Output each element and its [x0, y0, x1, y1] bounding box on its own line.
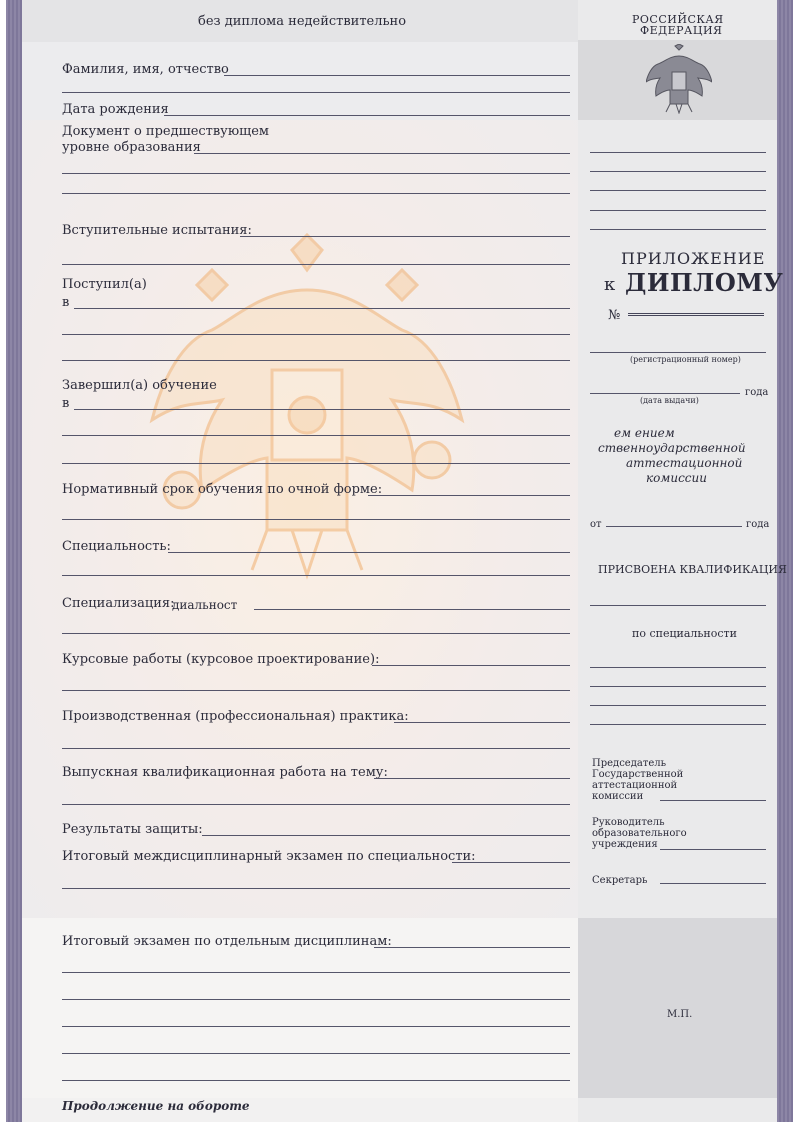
left-border-strip	[6, 0, 22, 1122]
completed-line-3	[62, 463, 570, 464]
interdisc-exam-line	[452, 862, 570, 863]
practice-line-2	[62, 748, 570, 749]
secretary-label: Секретарь	[592, 875, 648, 886]
entrance-exams-line-2	[62, 264, 570, 265]
secretary-signature-line	[660, 883, 766, 884]
completed-in-label: в	[62, 396, 70, 411]
normative-term-line	[368, 495, 570, 496]
admitted-label: Поступил(а)	[62, 277, 147, 292]
diploma-number-redacted	[628, 313, 764, 316]
specialty-line-2	[62, 575, 570, 576]
interdisc-exam-line-2	[62, 888, 570, 889]
continued-note: Продолжение на обороте	[62, 1099, 250, 1113]
side-line-4	[590, 210, 766, 211]
main-column	[22, 0, 578, 1122]
side-column	[578, 0, 777, 1122]
interdisc-exam-label: Итоговый междисциплинарный экзамен по специальности:	[62, 849, 476, 864]
head-signature-line	[660, 849, 766, 850]
coursework-line	[372, 665, 570, 666]
coat-of-arms-watermark	[142, 230, 472, 580]
number-sign: №	[608, 308, 621, 323]
decision-date-line	[606, 526, 742, 527]
chairman-label-2: Государственной	[592, 769, 684, 780]
completed-label: Завершил(а) обучение	[62, 378, 217, 393]
specialty-label: Специальность:	[62, 539, 171, 554]
birth-date-label: Дата рождения	[62, 102, 169, 117]
side-line-3	[590, 190, 766, 191]
completed-line	[74, 409, 570, 410]
final-exam-line-4	[62, 1026, 570, 1027]
from-label: от	[590, 519, 602, 530]
chairman-label-4: комиссии	[592, 791, 644, 802]
final-exam-line-6	[62, 1080, 570, 1081]
admitted-in-label: в	[62, 295, 70, 310]
supplement-title-k: к	[604, 274, 616, 295]
normative-term-label: Нормативный срок обучения по очной форме:	[62, 482, 383, 497]
practice-line	[394, 722, 570, 723]
thesis-line	[374, 778, 570, 779]
admitted-line-2	[62, 334, 570, 335]
country-line-2: ФЕДЕРАЦИЯ	[640, 24, 723, 37]
decision-line-3: аттестационной	[626, 456, 743, 470]
right-border-strip	[777, 0, 793, 1122]
decision-line-1: ем ением	[614, 426, 675, 440]
completed-line-2	[62, 435, 570, 436]
full-name-label: Фамилия, имя, отчество	[62, 62, 229, 77]
thesis-label: Выпускная квалификационная работа на тему:	[62, 765, 388, 780]
supplement-title: ПРИЛОЖЕНИЕ	[621, 249, 766, 268]
final-exam-line-5	[62, 1053, 570, 1054]
coursework-line-2	[62, 690, 570, 691]
normative-term-line-2	[62, 519, 570, 520]
by-specialty-label: по специальности	[632, 627, 737, 640]
full-name-line-2	[62, 92, 570, 93]
specialization-line-2	[62, 633, 570, 634]
coat-of-arms-icon	[646, 44, 712, 114]
admitted-line-3	[62, 360, 570, 361]
specialty-side-line-4	[590, 724, 766, 725]
supplement-title-diploma: ДИПЛОМУ	[625, 268, 784, 297]
issue-date-line	[590, 393, 740, 394]
practice-label: Производственная (профессиональная) практика:	[62, 709, 409, 724]
specialization-fragment: диальност	[172, 598, 238, 612]
country-line-1: РОССИЙСКАЯ	[632, 13, 724, 26]
full-name-line	[224, 75, 570, 76]
prev-doc-label-1: Документ о предшествующем	[62, 124, 270, 139]
prev-doc-line-3	[62, 193, 570, 194]
specialization-label: Специализация:	[62, 596, 175, 611]
head-label-3: учреждения	[592, 839, 658, 850]
final-exam-line	[374, 947, 570, 948]
decision-line-2: ственноударственной	[598, 441, 746, 455]
specialty-side-line-1	[590, 667, 766, 668]
thesis-line-2	[62, 804, 570, 805]
defense-results-line	[202, 835, 570, 836]
specialty-side-line-2	[590, 686, 766, 687]
issue-date-caption: (дата выдачи)	[640, 396, 699, 405]
entrance-exams-label: Вступительные испытания:	[62, 223, 252, 238]
side-line-1	[590, 152, 766, 153]
chairman-label-3: аттестационной	[592, 780, 678, 791]
final-exam-line-2	[62, 972, 570, 973]
head-label-2: образовательного	[592, 828, 687, 839]
side-line-5	[590, 229, 766, 230]
invalid-without-diploma-note: без диплома недействительно	[198, 14, 407, 29]
chairman-signature-line	[660, 800, 766, 801]
prev-doc-line	[194, 153, 570, 154]
reg-number-caption: (регистрационный номер)	[630, 355, 741, 364]
coursework-label: Курсовые работы (курсовое проектирование):	[62, 652, 380, 667]
admitted-line	[74, 308, 570, 309]
year-label-2: года	[746, 519, 770, 530]
reg-number-line	[590, 352, 766, 353]
birth-date-line	[164, 115, 570, 116]
qualification-title: ПРИСВОЕНА КВАЛИФИКАЦИЯ	[598, 563, 787, 576]
specialization-line	[254, 609, 570, 610]
stamp-place-label: М.П.	[667, 1009, 693, 1020]
chairman-label-1: Председатель	[592, 758, 667, 769]
entrance-exams-line	[240, 236, 570, 237]
prev-doc-label-2: уровне образования	[62, 140, 201, 155]
defense-results-label: Результаты защиты:	[62, 822, 203, 837]
head-label-1: Руководитель	[592, 817, 665, 828]
prev-doc-line-2	[62, 173, 570, 174]
decision-line-4: комиссии	[646, 471, 707, 485]
specialty-line	[168, 552, 570, 553]
final-exam-label: Итоговый экзамен по отдельным дисциплинам:	[62, 934, 392, 949]
side-line-2	[590, 171, 766, 172]
final-exam-line-3	[62, 999, 570, 1000]
specialty-side-line-3	[590, 705, 766, 706]
year-label-1: года	[745, 387, 769, 398]
qualification-line	[590, 605, 766, 606]
